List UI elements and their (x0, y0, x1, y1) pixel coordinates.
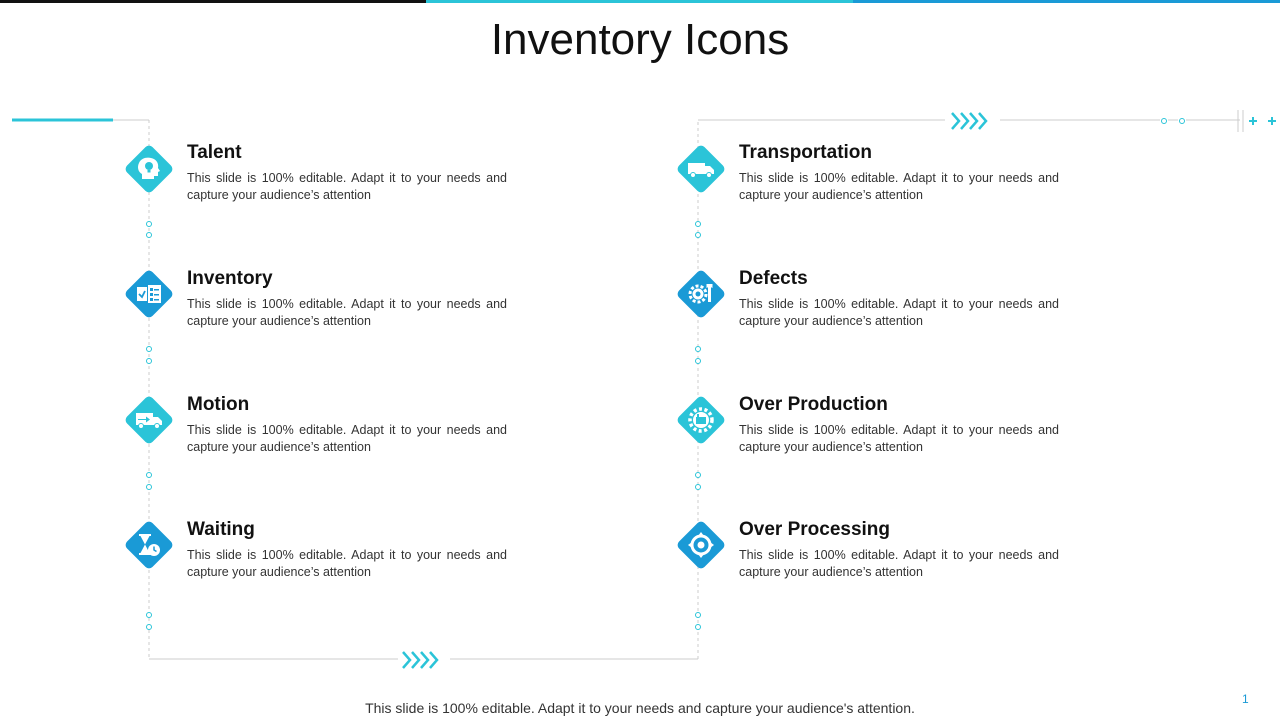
page-title: Inventory Icons (490, 15, 790, 64)
process-cycle-icon (675, 519, 727, 571)
list-item (187, 394, 607, 455)
item-description: This slide is 100% editable. Adapt it to your needs and capture your audience’s attention (187, 297, 507, 328)
list-item (187, 519, 607, 580)
item-description: This slide is 100% editable. Adapt it to your needs and capture your audience’s attention (187, 171, 507, 202)
hourglass-clock-icon (123, 519, 175, 571)
item-title: Motion (187, 394, 250, 415)
item-title: Over Production (739, 394, 888, 415)
item-title: Transportation (739, 142, 873, 163)
factory-gear-icon (675, 394, 727, 446)
head-lightbulb-icon (123, 143, 175, 195)
item-title: Defects (739, 268, 808, 289)
footer-note: This slide is 100% editable. Adapt it to your needs and capture your audience's attention. (365, 700, 915, 716)
top-bar-black (0, 0, 426, 3)
list-item (739, 142, 1159, 203)
list-item (187, 142, 607, 203)
gear-wrench-icon (675, 268, 727, 320)
top-bar-cyan (426, 0, 853, 3)
item-title: Over Processing (739, 519, 891, 540)
list-item (739, 394, 1159, 455)
list-item (187, 268, 607, 329)
clipboard-checklist-icon (123, 268, 175, 320)
item-title: Talent (187, 142, 242, 163)
list-item (739, 519, 1159, 580)
delivery-truck-icon (675, 143, 727, 195)
item-description: This slide is 100% editable. Adapt it to your needs and capture your audience’s attention (739, 423, 1059, 454)
page-number: 1 (1242, 692, 1249, 706)
item-description: This slide is 100% editable. Adapt it to your needs and capture your audience’s attention (187, 423, 507, 454)
item-description: This slide is 100% editable. Adapt it to your needs and capture your audience’s attention (739, 297, 1059, 328)
item-title: Inventory (187, 268, 273, 289)
list-item (739, 268, 1159, 329)
item-description: This slide is 100% editable. Adapt it to your needs and capture your audience’s attention (187, 548, 507, 579)
item-description: This slide is 100% editable. Adapt it to your needs and capture your audience’s attention (739, 171, 1059, 202)
item-description: This slide is 100% editable. Adapt it to your needs and capture your audience’s attention (739, 548, 1059, 579)
truck-arrow-icon (123, 394, 175, 446)
top-bar-blue (853, 0, 1280, 3)
item-title: Waiting (187, 519, 255, 540)
